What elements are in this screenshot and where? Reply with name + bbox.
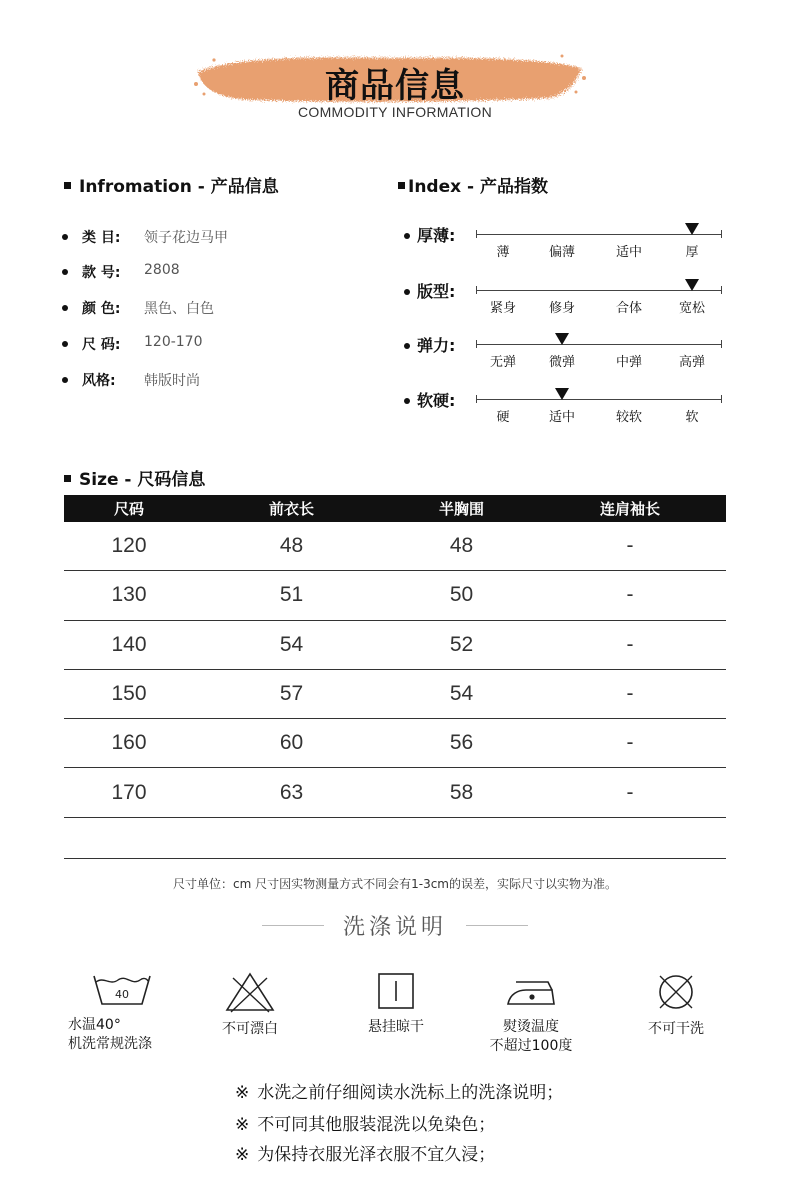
- table-cell: 60: [279, 731, 304, 755]
- table-row: [64, 719, 726, 768]
- bullet-icon: [404, 343, 410, 349]
- scale-marker-icon: [555, 388, 569, 400]
- scale-tick: [721, 286, 722, 294]
- reference-mark-icon: ※: [235, 1145, 250, 1165]
- care-text: 悬挂晾干: [368, 1019, 424, 1035]
- info-value: 2808: [144, 262, 180, 278]
- table-row: [64, 670, 726, 719]
- wash-note: ※ 为保持衣服光泽衣服不宜久浸；: [235, 1145, 496, 1165]
- table-cell: 51: [279, 583, 304, 607]
- care-text: 熨烫温度: [503, 1019, 559, 1035]
- table-cell: 48: [449, 534, 474, 558]
- bullet-icon: [404, 233, 410, 239]
- table-cell: 170: [111, 780, 147, 804]
- table-cell: -: [626, 731, 634, 755]
- info-label: 款 号:: [82, 265, 121, 281]
- size-table: [64, 495, 726, 859]
- index-label: 版型:: [417, 282, 456, 301]
- scale-tick: [476, 340, 477, 348]
- scale-option: 微弹: [548, 355, 575, 370]
- reference-mark-icon: ※: [235, 1115, 250, 1135]
- scale-option: 偏薄: [548, 245, 575, 260]
- info-value: 120-170: [144, 334, 203, 350]
- wash-note: ※ 水洗之前仔细阅读水洗标上的洗涤说明；: [235, 1083, 564, 1103]
- iron-icon: [502, 970, 560, 1012]
- care-item-dryclean: [634, 970, 718, 1039]
- bullet-icon: [404, 289, 410, 295]
- table-row-empty: [64, 818, 726, 859]
- column-header-length: 前衣长: [268, 500, 314, 518]
- info-value: 领子花边马甲: [144, 230, 228, 246]
- scale-marker-icon: [685, 279, 699, 291]
- scale-option: 宽松: [678, 301, 705, 316]
- table-cell: -: [626, 632, 634, 656]
- column-header-chest: 半胸围: [438, 500, 484, 518]
- scale-option: 中弹: [615, 355, 642, 370]
- info-label: 颜 色:: [82, 301, 121, 317]
- scale-line: [476, 399, 722, 400]
- reference-mark-icon: ※: [235, 1083, 250, 1103]
- size-heading: Size - 尺码信息: [64, 465, 205, 490]
- wash-title: 洗涤说明: [342, 915, 447, 940]
- bullet-icon: [62, 234, 68, 240]
- index-label: 弹力:: [417, 336, 456, 355]
- table-cell: 52: [449, 632, 474, 656]
- table-cell: 58: [449, 780, 474, 804]
- care-text: 不超过100度: [489, 1038, 573, 1054]
- hang-dry-icon: [374, 970, 418, 1012]
- care-item-iron: [478, 970, 584, 1056]
- scale-tick: [476, 230, 477, 238]
- table-cell: 63: [279, 780, 304, 804]
- scale-option: 薄: [496, 245, 510, 260]
- index-scale-row: [400, 225, 730, 265]
- no-bleach-icon: [223, 970, 277, 1014]
- table-row: [64, 571, 726, 620]
- scale-tick: [721, 340, 722, 348]
- care-text: 不可干洗: [648, 1021, 704, 1037]
- scale-option: 较软: [615, 410, 642, 425]
- table-header: [64, 495, 726, 522]
- info-heading: Infromation - 产品信息: [64, 172, 279, 197]
- index-scale-row: [400, 390, 730, 430]
- table-cell: 150: [111, 682, 147, 706]
- care-text: 水温40°: [68, 1017, 121, 1033]
- index-scale-row: [400, 335, 730, 375]
- scale-tick: [721, 230, 722, 238]
- bullet-icon: [62, 377, 68, 383]
- scale-option: 厚: [685, 245, 699, 260]
- scale-option: 适中: [548, 410, 575, 425]
- scale-tick: [476, 395, 477, 403]
- care-item-bleach: [208, 970, 292, 1039]
- care-text: 不可漂白: [222, 1021, 278, 1037]
- column-header-size: 尺码: [113, 500, 144, 518]
- page-header: [0, 0, 790, 130]
- table-cell: 56: [449, 731, 474, 755]
- table-cell: 160: [111, 731, 147, 755]
- no-dry-clean-icon: [654, 970, 698, 1014]
- scale-tick: [476, 286, 477, 294]
- table-cell: 120: [111, 534, 147, 558]
- square-bullet-icon: [64, 475, 71, 482]
- scale-tick: [721, 395, 722, 403]
- scale-option: 高弹: [678, 355, 705, 370]
- scale-option: 适中: [615, 245, 642, 260]
- index-label: 软硬:: [417, 391, 456, 410]
- wash-40-icon: [90, 970, 154, 1010]
- info-label: 风格:: [82, 373, 116, 389]
- wash-note: ※ 不可同其他服装混洗以免染色；: [235, 1115, 496, 1135]
- table-cell: 54: [449, 682, 474, 706]
- page-subtitle: COMMODITY INFORMATION: [298, 104, 492, 120]
- table-cell: -: [626, 583, 634, 607]
- table-row: [64, 621, 726, 670]
- table-cell: 130: [111, 583, 147, 607]
- index-heading: Index - 产品指数: [398, 172, 548, 197]
- info-label: 尺 码:: [82, 337, 121, 353]
- table-body: [64, 522, 726, 859]
- info-value: 黑色、白色: [144, 301, 214, 317]
- table-cell: -: [626, 534, 634, 558]
- scale-marker-icon: [685, 223, 699, 235]
- care-item-wash: [62, 970, 182, 1054]
- svg-text:40: 40: [115, 988, 129, 1001]
- scale-marker-icon: [555, 333, 569, 345]
- column-header-sleeve: 连肩袖长: [599, 500, 660, 518]
- scale-option: 无弹: [489, 355, 516, 370]
- table-cell: 48: [279, 534, 304, 558]
- bullet-icon: [62, 269, 68, 275]
- info-label: 类 目:: [82, 230, 121, 246]
- scale-option: 紧身: [489, 301, 516, 316]
- scale-line: [476, 344, 722, 345]
- table-cell: 50: [449, 583, 474, 607]
- scale-option: 修身: [548, 301, 575, 316]
- scale-option: 硬: [496, 410, 510, 425]
- square-bullet-icon: [398, 182, 405, 189]
- info-value: 韩版时尚: [144, 373, 200, 389]
- table-cell: -: [626, 682, 634, 706]
- scale-option: 软: [685, 410, 699, 425]
- scale-option: 合体: [615, 301, 642, 316]
- table-cell: 140: [111, 632, 147, 656]
- size-note: 尺寸单位：cm 尺寸因实物测量方式不同会有1-3cm的误差，实际尺寸以实物为准。: [173, 877, 617, 891]
- bullet-icon: [404, 398, 410, 404]
- index-scale-row: [400, 281, 730, 321]
- table-cell: -: [626, 780, 634, 804]
- bullet-icon: [62, 341, 68, 347]
- care-item-dry: [354, 970, 438, 1037]
- index-label: 厚薄:: [417, 226, 456, 245]
- table-cell: 57: [279, 682, 304, 706]
- page-title: 商品信息: [325, 66, 465, 106]
- square-bullet-icon: [64, 182, 71, 189]
- bullet-icon: [62, 305, 68, 311]
- care-text: 机洗常规洗涤: [68, 1036, 152, 1052]
- table-cell: 54: [279, 632, 304, 656]
- table-row: [64, 768, 726, 817]
- table-row: [64, 522, 726, 571]
